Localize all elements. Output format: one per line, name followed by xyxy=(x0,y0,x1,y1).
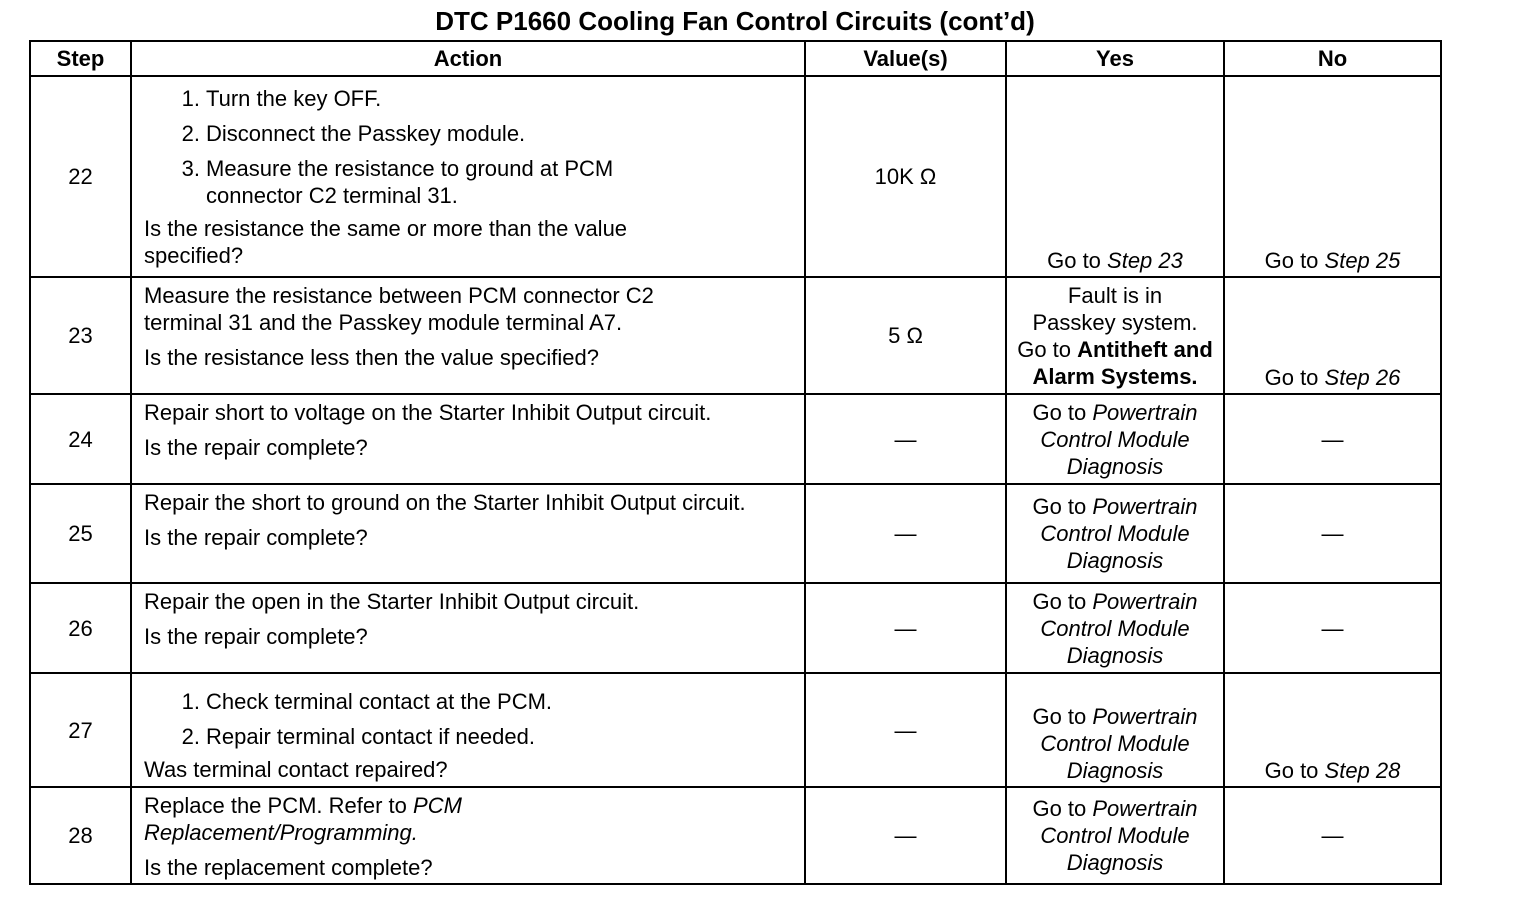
table-row xyxy=(30,673,1441,787)
no-cell: Go to Step 25 xyxy=(1224,76,1441,277)
action-question: Is the replacement complete? xyxy=(144,855,433,880)
table-row xyxy=(30,787,1441,884)
action-cell xyxy=(131,673,805,787)
yes-cell: Go to Powertrain Control Module Diagnosis xyxy=(1006,787,1224,884)
yes-cell: Fault is in Passkey system. Go to Antitheft and Alarm Systems. xyxy=(1006,277,1224,394)
list-item: 2. Repair terminal contact if needed. xyxy=(181,724,535,749)
powertrain-link[interactable]: Powertrain xyxy=(1092,399,1198,425)
no-cell: Go to Step 26 xyxy=(1224,277,1441,394)
action-cell xyxy=(131,277,805,394)
action-question: Is the repair complete? xyxy=(144,624,368,649)
action-question: Is the repair complete? xyxy=(144,435,368,460)
header-no: No xyxy=(1224,41,1441,76)
table-row xyxy=(30,583,1441,673)
action-cell xyxy=(131,484,805,583)
action-cell xyxy=(131,394,805,484)
table-row xyxy=(30,484,1441,583)
no-cell: — xyxy=(1224,394,1441,484)
pcm-replacement-link[interactable]: PCM Replacement/Programming. xyxy=(144,793,462,845)
no-cell: — xyxy=(1224,484,1441,583)
antitheft-link-cont[interactable]: Alarm Systems. xyxy=(1032,363,1198,389)
action-text: Repair the short to ground on the Starter Inhibit Output circuit. xyxy=(144,490,746,515)
action-cell xyxy=(131,787,805,884)
value-cell: — xyxy=(805,787,1006,884)
action-cell xyxy=(131,76,805,277)
step-number: 24 xyxy=(30,394,131,484)
powertrain-link[interactable]: Powertrain xyxy=(1092,494,1198,519)
yes-cell: Go to Step 23 xyxy=(1006,76,1224,277)
antitheft-link[interactable]: Antitheft and xyxy=(1077,336,1213,362)
action-text: Repair the open in the Starter Inhibit Output circuit. xyxy=(144,589,640,614)
value-cell: — xyxy=(805,394,1006,484)
list-item: 1. Turn the key OFF. xyxy=(181,86,382,111)
step-link[interactable]: Step 28 xyxy=(1324,758,1401,783)
step-link[interactable]: Step 25 xyxy=(1324,248,1401,273)
action-question: Was terminal contact repaired? xyxy=(144,757,448,782)
yes-cell: Go to Powertrain Control Module Diagnosis xyxy=(1006,673,1224,787)
action-steps xyxy=(144,688,794,750)
powertrain-link[interactable]: Powertrain xyxy=(1092,796,1198,821)
value-cell: 5 Ω xyxy=(805,277,1006,394)
yes-cell: Go to Powertrain Control Module Diagnosis xyxy=(1006,394,1224,484)
list-item: 1. Check terminal contact at the PCM. xyxy=(181,689,553,714)
table-row xyxy=(30,76,1441,277)
step-link[interactable]: Step 26 xyxy=(1324,365,1401,390)
diagnostic-table xyxy=(29,40,1442,885)
list-item: 2. Disconnect the Passkey module. xyxy=(181,121,526,146)
action-question: Is the resistance less then the value specified? xyxy=(144,345,599,370)
step-link[interactable]: Step 23 xyxy=(1107,248,1183,273)
action-text: Replace the PCM. Refer to PCM Replacement/Programming. xyxy=(144,793,462,845)
list-item: 3. Measure the resistance to ground at PCM connector C2 terminal 31. xyxy=(181,156,614,208)
yes-cell: Go to Powertrain Control Module Diagnosis xyxy=(1006,583,1224,673)
yes-cell: Go to Powertrain Control Module Diagnosis xyxy=(1006,484,1224,583)
action-text: Repair short to voltage on the Starter Inhibit Output circuit. xyxy=(144,400,712,425)
no-cell: Go to Step 28 xyxy=(1224,673,1441,787)
value-cell: 10K Ω xyxy=(805,76,1006,277)
action-question: Is the resistance the same or more than the value specified? xyxy=(144,216,628,268)
action-steps xyxy=(144,85,794,209)
table-row xyxy=(30,277,1441,394)
action-text: Measure the resistance between PCM connector C2 terminal 31 and the Passkey module terminal A7. xyxy=(144,283,654,335)
value-cell: — xyxy=(805,673,1006,787)
header-yes: Yes xyxy=(1006,41,1224,76)
table-header-row xyxy=(30,41,1441,76)
step-number: 26 xyxy=(30,583,131,673)
no-cell: — xyxy=(1224,583,1441,673)
step-number: 23 xyxy=(30,277,131,394)
header-action: Action xyxy=(131,41,805,76)
step-number: 22 xyxy=(30,76,131,277)
powertrain-link[interactable]: Powertrain xyxy=(1092,704,1198,729)
action-question: Is the repair complete? xyxy=(144,525,368,550)
step-number: 28 xyxy=(30,787,131,884)
value-cell: — xyxy=(805,583,1006,673)
powertrain-link[interactable]: Powertrain xyxy=(1092,588,1198,614)
step-number: 25 xyxy=(30,484,131,583)
action-cell xyxy=(131,583,805,673)
table-row xyxy=(30,394,1441,484)
header-step: Step xyxy=(30,41,131,76)
page-title: DTC P1660 Cooling Fan Control Circuits (cont’d) xyxy=(435,6,1035,36)
header-values: Value(s) xyxy=(805,41,1006,76)
step-number: 27 xyxy=(30,673,131,787)
no-cell: — xyxy=(1224,787,1441,884)
value-cell: — xyxy=(805,484,1006,583)
